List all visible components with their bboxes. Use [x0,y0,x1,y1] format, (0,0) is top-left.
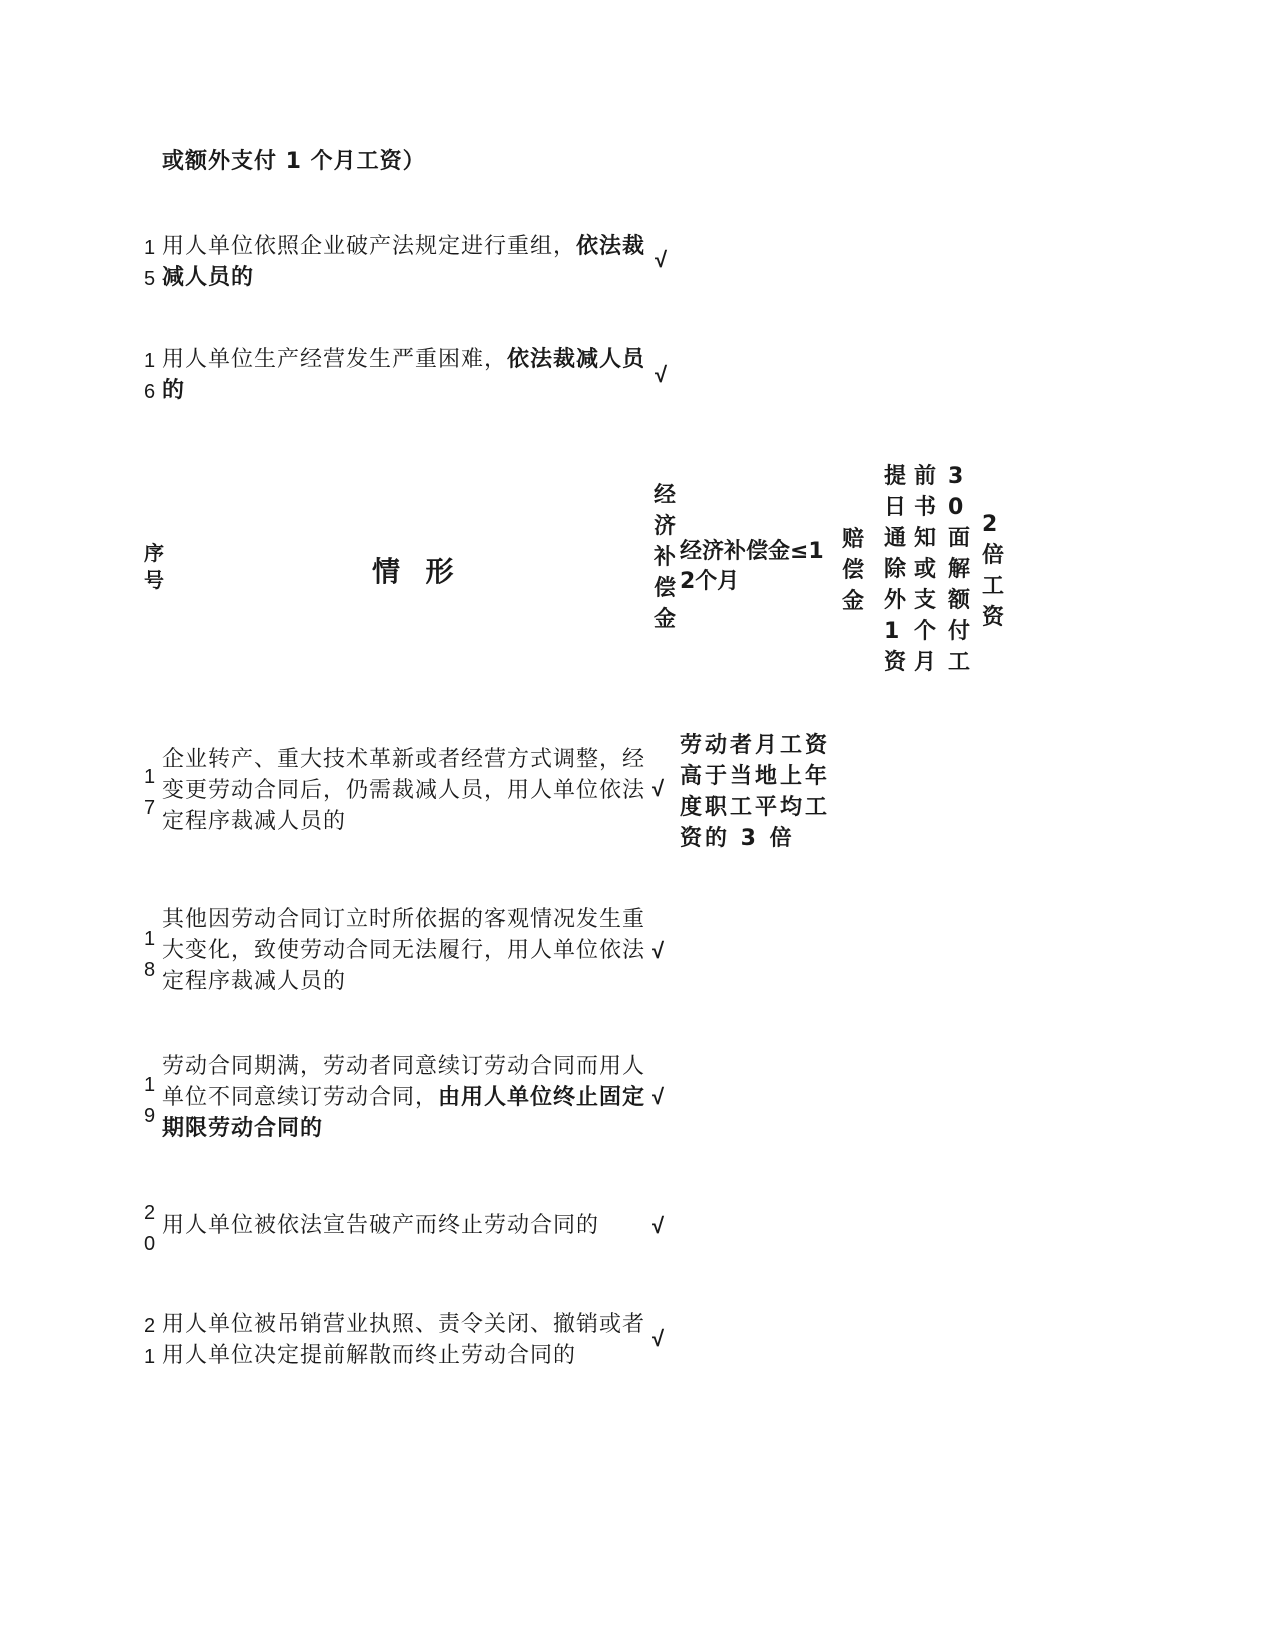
check-mark: √ [655,362,668,387]
check-mark: √ [652,1084,665,1109]
row-situation [162,1210,654,1241]
damages-header: 赔偿金 [842,527,865,614]
situation-header: 情 形 [372,555,456,588]
row-number: 17 [144,766,156,819]
cap-condition-note: 劳动者月工资高于当地上年度职工平均工资的 3 倍 [680,733,831,851]
row-situation-plain: 企业转产、重大技术革新或者经营方式调整，经变更劳动合同后，仍需裁减人员，用人单位依法定程序裁减人员的 [162,747,646,834]
row-situation-bold: 由用人单位终止固定期限劳动合同的 [162,1085,646,1141]
row-number: 16 [144,350,156,403]
row-situation [162,1051,654,1144]
notice-header-col2: 前书知或支个月 [914,464,937,675]
row-situation-plain: 劳动合同期满，劳动者同意续订劳动合同而用人单位不同意续订劳动合同， [162,1054,646,1110]
econ-comp-header: 经济补偿金 [654,483,677,632]
row-situation [162,1309,654,1371]
check-mark: √ [652,776,665,801]
notice-header-col1: 提日通除外1资 [884,464,907,675]
row-situation-bold: 依法裁减人员的 [162,234,646,290]
row-situation-plain: 用人单位被依法宣告破产而终止劳动合同的 [162,1213,600,1238]
notice-header-col3: 30面解额付工 [948,464,971,675]
row-situation-plain: 用人单位被吊销营业执照、责令关闭、撤销或者用人单位决定提前解散而终止劳动合同的 [162,1312,646,1368]
check-mark: √ [652,938,665,963]
row-situation [162,231,654,293]
row-situation [162,904,654,997]
row-situation [162,344,654,406]
check-mark: √ [655,247,668,272]
row-number: 15 [144,237,156,290]
row-number: 19 [144,1074,156,1127]
econ-cap-header: 经济补偿金≤12个月 [680,539,824,594]
check-mark: √ [652,1213,665,1238]
row-situation [162,744,654,837]
row-situation-plain: 其他因劳动合同订立时所依据的客观情况发生重大变化，致使劳动合同无法履行，用人单位依法定程序裁减人员的 [162,907,646,994]
row-situation-bold: 依法裁减人员的 [162,347,646,403]
serial-header [144,540,164,594]
row-number: 18 [144,928,156,981]
row-number: 21 [144,1315,156,1368]
row-number: 20 [144,1202,156,1255]
row-situation-plain: 用人单位依照企业破产法规定进行重组， [162,234,577,259]
check-mark: √ [652,1326,665,1351]
continued-text: 或额外支付 1 个月工资） [162,149,426,174]
row-situation-plain: 用人单位生产经营发生严重困难， [162,347,508,372]
double-wage-header: 2倍工资 [982,512,1005,630]
serial-header-text: 序号 [144,541,164,592]
